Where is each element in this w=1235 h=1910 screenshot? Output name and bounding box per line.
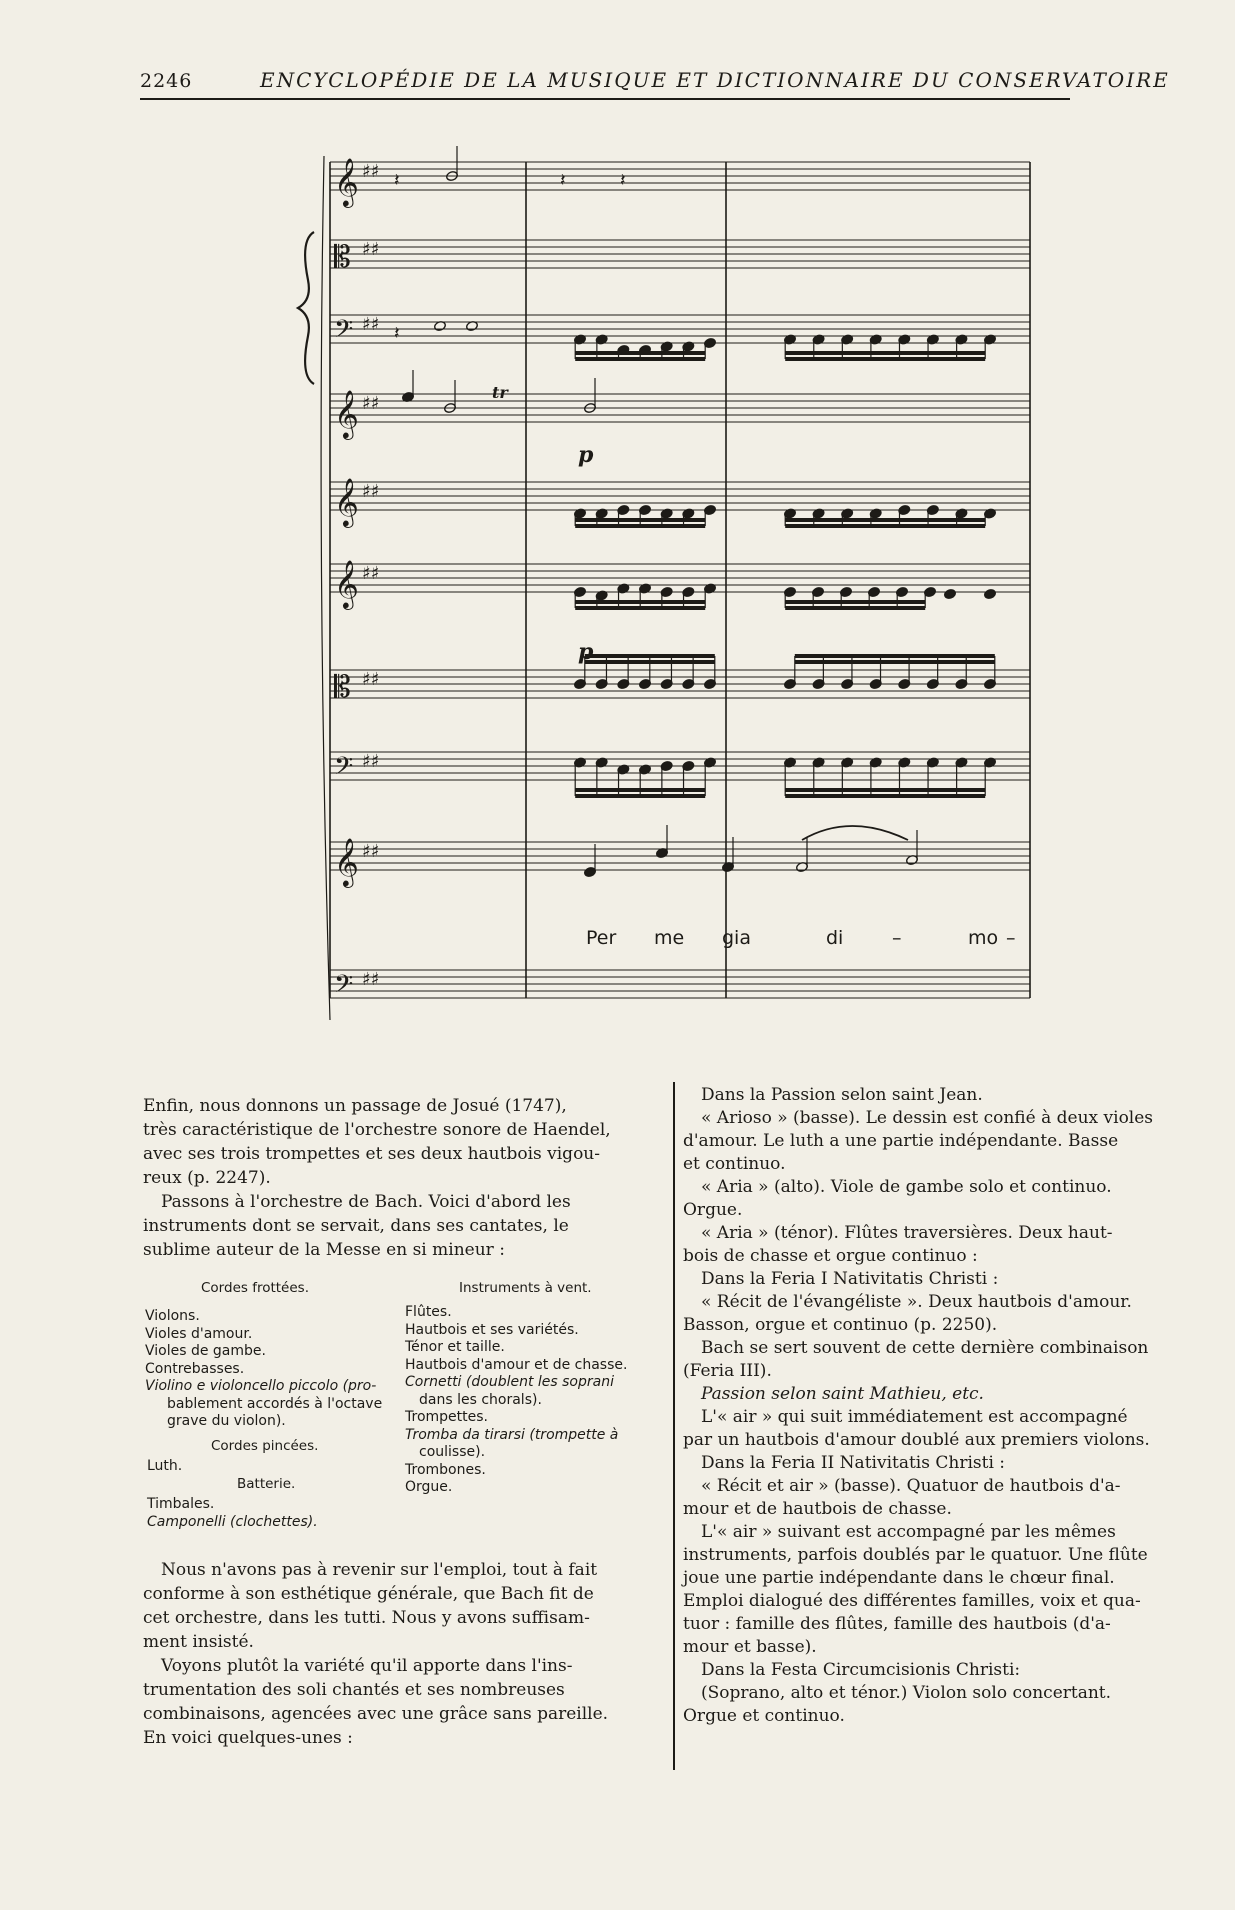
right-column [683,1084,1193,1728]
beam [785,788,985,792]
beam [785,357,985,361]
brace [298,232,314,384]
heading-winds: Instruments à vent. [459,1280,592,1296]
notehead [944,588,957,599]
beam [575,357,705,361]
system-bracket [321,156,330,1020]
para-line: sublime auteur de la Messe en si mineur : [143,1240,505,1260]
para-line: Nous n'avons pas à revenir sur l'emploi, tout à fait [161,1560,598,1580]
instrument-item: coulisse). [419,1444,486,1460]
para-line: trumentation des soli chantés et ses nombreuses [143,1680,565,1700]
rest: 𝄽 [394,170,400,191]
right-line: instruments, parfois doublés par le quatuor. Une flûte [683,1545,1148,1565]
right-line: « Arioso » (basse). Le dessin est confié à deux violes [701,1108,1154,1128]
right-line: « Récit de l'évangéliste ». Deux hautbois d'amour. [701,1292,1132,1312]
lyric-dash-1: – [892,927,902,949]
right-line: (Soprano, alto et ténor.) Violon solo concertant. [701,1683,1112,1703]
intro-paragraph [143,1094,658,1190]
right-line: d'amour. Le luth a une partie indépendante. Basse [683,1131,1119,1151]
key-signature: ♯♯ [362,841,380,862]
clef: 𝄞 [334,559,359,608]
right-line: Orgue. [683,1200,743,1220]
lyric-per: Per [586,927,617,949]
intro-line: Enfin, nous donnons un passage de Josué (1747), [143,1096,567,1116]
instrument-item: Luth. [147,1458,183,1474]
dynamic-p-1: p [578,442,594,468]
clef: 𝄞 [334,157,359,206]
staves [330,157,1030,1005]
key-signature: ♯♯ [362,161,380,182]
key-signature: ♯♯ [362,969,380,990]
beam [575,788,705,792]
running-head: ENCYCLOPÉDIE DE LA MUSIQUE ET DICTIONNAIRE DU CONSERVATOIRE [260,68,1170,92]
right-line: bois de chasse et orgue continuo : [683,1246,978,1266]
right-line: L'« air » qui suit immédiatement est accompagné [701,1407,1128,1427]
instrument-item: Orgue. [405,1479,453,1495]
column-divider [673,1082,675,1770]
rest: 𝄽 [394,323,400,344]
lyric-me: me [654,927,685,949]
soli-paragraph [143,1654,658,1750]
instrument-item: Trombones. [405,1461,486,1478]
right-line: « Aria » (alto). Viole de gambe solo et continuo. [701,1177,1112,1197]
clef: 𝄢 [334,315,354,350]
key-signature: ♯♯ [362,669,380,690]
slur [802,826,908,840]
beam [785,351,985,355]
instrument-item: dans les chorals). [419,1391,542,1408]
instrument-item: Violino e violoncello piccolo (pro- [145,1378,377,1394]
beam [575,600,705,604]
right-line: (Feria III). [683,1361,772,1381]
right-line: Dans la Feria II Nativitatis Christi : [701,1453,1006,1473]
right-line: et continuo. [683,1154,786,1174]
instrument-item: Trompettes. [405,1409,488,1425]
right-line: Dans la Passion selon saint Jean. [701,1085,983,1105]
bach-paragraph [143,1190,658,1262]
beam [585,654,715,658]
lyric-gia: gia [722,927,751,949]
barlines [298,156,1030,1020]
header-rule [140,98,1070,100]
right-line: tuor : famille des flûtes, famille des hautbois (d'a- [683,1614,1111,1634]
beam [585,660,715,664]
right-line: mour et de hautbois de chasse. [683,1499,952,1519]
beam [785,794,985,798]
beam [575,518,705,522]
instrument-item: Tromba da tirarsi (trompette à [405,1426,619,1443]
heading-percussion: Batterie. [237,1476,296,1492]
para-line: combinaisons, agencées avec une grâce sans pareille. [143,1704,609,1724]
key-signature: ♯♯ [362,393,380,414]
page-number: 2246 [140,70,193,92]
beam [795,660,995,664]
page-header [140,68,1170,102]
intro-line: avec ses trois trompettes et ses deux hautbois vigou- [143,1144,600,1164]
intro-line: reux (p. 2247). [143,1168,271,1188]
instrument-item: Contrebasses. [145,1360,245,1377]
instrument-item: grave du violon). [167,1413,286,1429]
rest: 𝄽 [620,170,626,191]
dynamic-p-2: p [578,639,594,665]
right-line: joue une partie indépendante dans le chœur final. [683,1568,1115,1588]
lyric-di: di [826,927,844,949]
trill-mark: tr [492,383,508,402]
instrument-item: Cornetti (doublent les soprani [405,1374,614,1390]
right-line: par un hautbois d'amour doublé aux premiers violons. [683,1430,1150,1450]
right-line: Basson, orgue et continuo (p. 2250). [683,1315,998,1335]
beam [785,600,925,604]
beam [785,606,925,610]
heading-strings: Cordes frottées. [201,1280,309,1296]
para-line: Voyons plutôt la variété qu'il apporte dans l'ins- [161,1656,573,1676]
para-line: instruments dont se servait, dans ses cantates, le [143,1216,569,1236]
key-signature: ♯♯ [362,481,380,502]
right-line: L'« air » suivant est accompagné par les mêmes [701,1522,1116,1542]
instrument-item: Ténor et taille. [405,1339,505,1355]
beam [785,524,985,528]
instrument-item: Hautbois d'amour et de chasse. [405,1356,628,1373]
clef: 𝄞 [334,389,359,438]
para-line: conforme à son esthétique générale, que Bach fit de [143,1584,594,1604]
orchestral-score [290,140,1050,1040]
right-line: « Récit et air » (basse). Quatuor de hautbois d'a- [701,1476,1121,1496]
notes [394,146,996,878]
clef: 𝄢 [334,752,354,787]
instrument-item: Violons. [145,1308,200,1324]
beam [575,351,705,355]
beam [785,518,985,522]
key-signature: ♯♯ [362,563,380,584]
heading-plucked: Cordes pincées. [211,1438,319,1454]
tutti-paragraph [143,1558,658,1654]
instrument-table [143,1280,658,1542]
right-line: Dans la Feria I Nativitatis Christi : [701,1269,999,1289]
lyric-dash-2: – [1006,927,1016,949]
para-line: En voici quelques-unes : [143,1728,353,1748]
instrument-item: Camponelli (clochettes). [147,1514,318,1530]
lyric-mo: mo [968,927,999,949]
clef: 𝄡 [334,240,351,275]
key-signature: ♯♯ [362,751,380,772]
key-signature: ♯♯ [362,239,380,260]
right-line: mour et basse). [683,1637,817,1657]
clef: 𝄞 [334,477,359,526]
right-line: Emploi dialogué des différentes familles, voix et qua- [683,1591,1141,1611]
left-column [143,1094,658,1750]
para-line: Passons à l'orchestre de Bach. Voici d'abord les [161,1192,571,1212]
instrument-item: bablement accordés à l'octave [167,1395,383,1412]
beam [575,524,705,528]
instrument-item: Violes d'amour. [145,1325,253,1342]
clef: 𝄢 [334,970,354,1005]
beam [575,794,705,798]
right-line: Orgue et continuo. [683,1706,845,1726]
beam [795,654,995,658]
key-signature: ♯♯ [362,314,380,335]
beam [575,606,705,610]
instrument-item: Hautbois et ses variétés. [405,1321,579,1338]
instrument-item: Violes de gambe. [145,1343,266,1359]
para-line: cet orchestre, dans les tutti. Nous y avons suffisam- [143,1608,590,1628]
right-line: Dans la Festa Circumcisionis Christi: [701,1660,1021,1680]
clef: 𝄡 [334,670,351,705]
right-line: « Aria » (ténor). Flûtes traversières. Deux haut- [701,1223,1113,1243]
right-line: Bach se sert souvent de cette dernière combinaison [701,1338,1149,1358]
instrument-item: Timbales. [147,1496,215,1512]
clef: 𝄞 [334,837,359,886]
intro-line: très caractéristique de l'orchestre sonore de Haendel, [143,1120,611,1140]
right-line: Passion selon saint Mathieu, etc. [701,1384,984,1404]
rest: 𝄽 [560,170,566,191]
notehead [984,588,997,599]
para-line: ment insisté. [143,1632,254,1652]
instrument-item: Flûtes. [405,1304,452,1320]
